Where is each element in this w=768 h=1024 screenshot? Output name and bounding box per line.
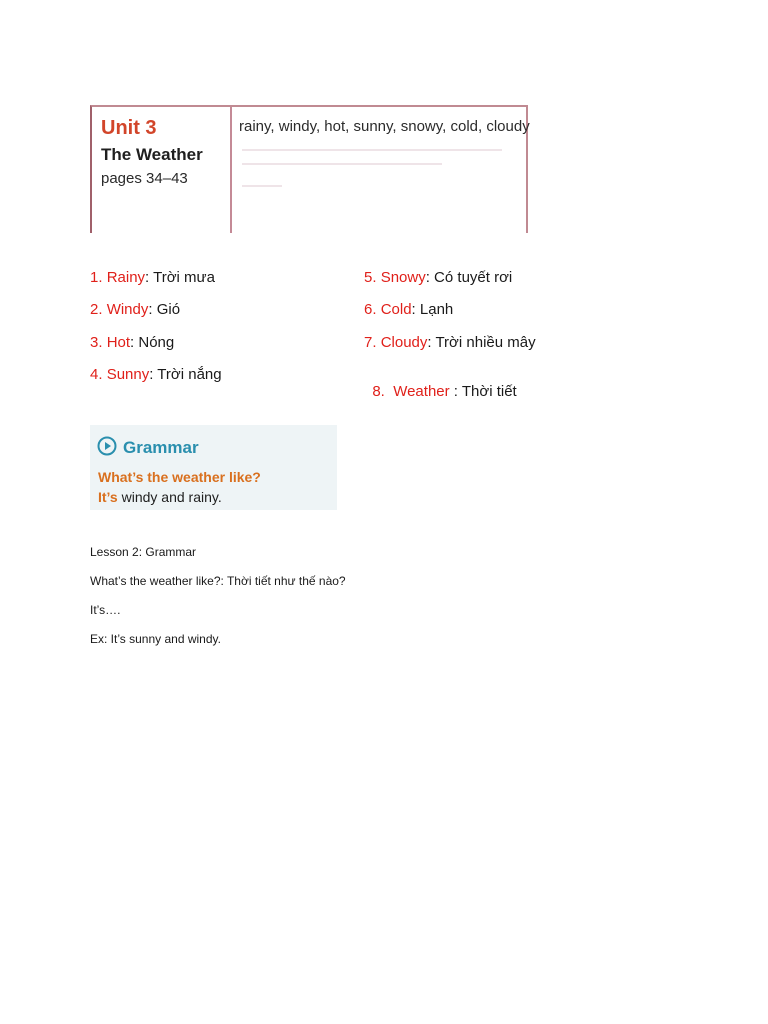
vocab-vietnamese: : Trời mưa <box>145 269 215 286</box>
play-circle-icon <box>97 436 117 456</box>
grammar-question-translation: What’s the weather like?: Thời tiết như thế nào? <box>90 574 346 588</box>
vocab-english: Rainy <box>106 269 146 286</box>
vocab-english: Cold <box>380 301 412 318</box>
vocab-vietnamese: : Trời nắng <box>149 366 222 383</box>
grammar-example: Ex: It’s sunny and windy. <box>90 632 221 646</box>
vocab-vietnamese: : Thời tiết <box>449 383 517 400</box>
grammar-answer-pattern: It’s…. <box>90 603 121 617</box>
unit-header-box <box>90 105 528 233</box>
faded-line <box>242 185 282 187</box>
grammar-answer-its: It’s <box>98 489 118 505</box>
vocab-english: Cloudy <box>380 334 428 351</box>
vocab-vietnamese: : Trời nhiều mây <box>427 334 536 351</box>
unit-title: The Weather <box>101 145 203 164</box>
unit-vocabulary-words: rainy, windy, hot, sunny, snowy, cold, cloudy <box>239 118 530 135</box>
unit-pages: pages 34–43 <box>101 170 188 187</box>
faded-line <box>242 149 502 151</box>
unit-label-panel <box>92 107 232 233</box>
vocab-item: 1. Rainy: Trời mưa <box>90 269 215 286</box>
vocab-item: 3. Hot: Nóng <box>90 334 175 351</box>
grammar-answer <box>98 489 222 505</box>
vocab-english: Sunny <box>106 366 150 383</box>
vocab-vietnamese: : Nóng <box>130 334 175 351</box>
vocab-english: Weather <box>393 383 450 400</box>
vocab-item: 8. Weather : Thời tiết <box>372 383 517 400</box>
unit-number: Unit 3 <box>101 117 157 139</box>
vocab-english: Windy <box>106 301 149 318</box>
vocab-item: 7. Cloudy: Trời nhiều mây <box>364 334 536 351</box>
grammar-answer-rest: windy and rainy. <box>117 489 222 505</box>
vocab-item: 2. Windy: Gió <box>90 301 181 318</box>
vocab-item: 6. Cold: Lạnh <box>364 301 454 318</box>
grammar-box <box>90 425 337 510</box>
vocab-item: 4. Sunny: Trời nắng <box>90 366 222 383</box>
vocab-vietnamese: : Có tuyết rơi <box>425 269 513 286</box>
faded-line <box>242 163 442 165</box>
vocab-english: Snowy <box>380 269 426 286</box>
vocab-item: 5. Snowy: Có tuyết rơi <box>364 269 513 286</box>
vocab-english: Hot <box>106 334 131 351</box>
vocab-vietnamese: : Gió <box>148 301 181 318</box>
grammar-question: What’s the weather like? <box>98 469 261 485</box>
lesson-heading: Lesson 2: Grammar <box>90 545 197 559</box>
grammar-title: Grammar <box>123 438 199 457</box>
vocab-vietnamese: : Lạnh <box>411 301 454 318</box>
